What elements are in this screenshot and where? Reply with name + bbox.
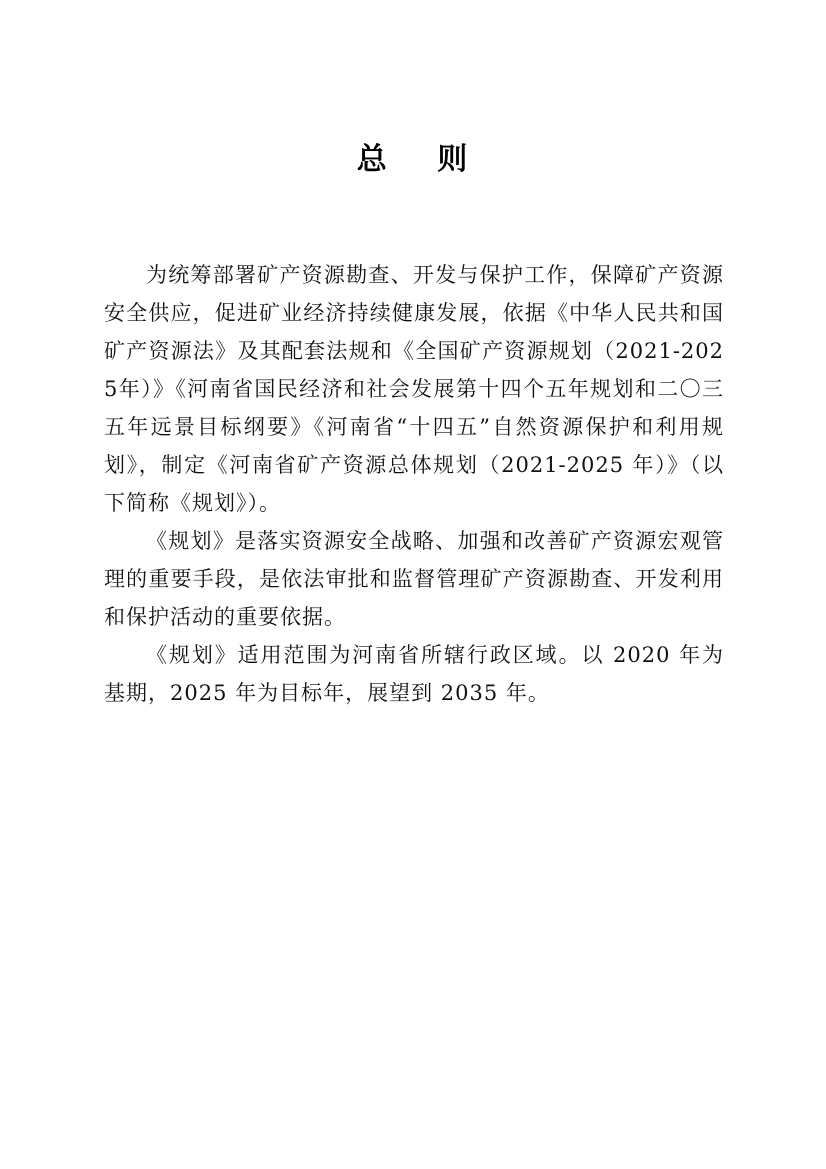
paragraph-scope: 《规划》适用范围为河南省所辖行政区域。以 2020 年为基期，2025 年为目标年，展望到 2035 年。 (104, 643, 724, 705)
document-body (104, 256, 724, 712)
paragraph-purpose: 为统筹部署矿产资源勘查、开发与保护工作，保障矿产资源安全供应，促进矿业经济持续健康发展，依据《中华人民共和国矿产资源法》及其配套法规和《全国矿产资源规划（2021-2025年）》《河南省国民经济和社会发展第十四个五年规划和二〇三五年远景目标纲要》《河南省“十四五”自然资源保护和利用规划》，制定《河南省矿产资源总体规划（2021-2025 年）》（以下简称《规划》）。 (104, 263, 724, 515)
page-title: 总 则 (356, 142, 488, 177)
paragraph-role: 《规划》是落实资源安全战略、加强和改善矿产资源宏观管理的重要手段，是依法审批和监督管理矿产资源勘查、开发利用和保护活动的重要依据。 (104, 529, 724, 629)
